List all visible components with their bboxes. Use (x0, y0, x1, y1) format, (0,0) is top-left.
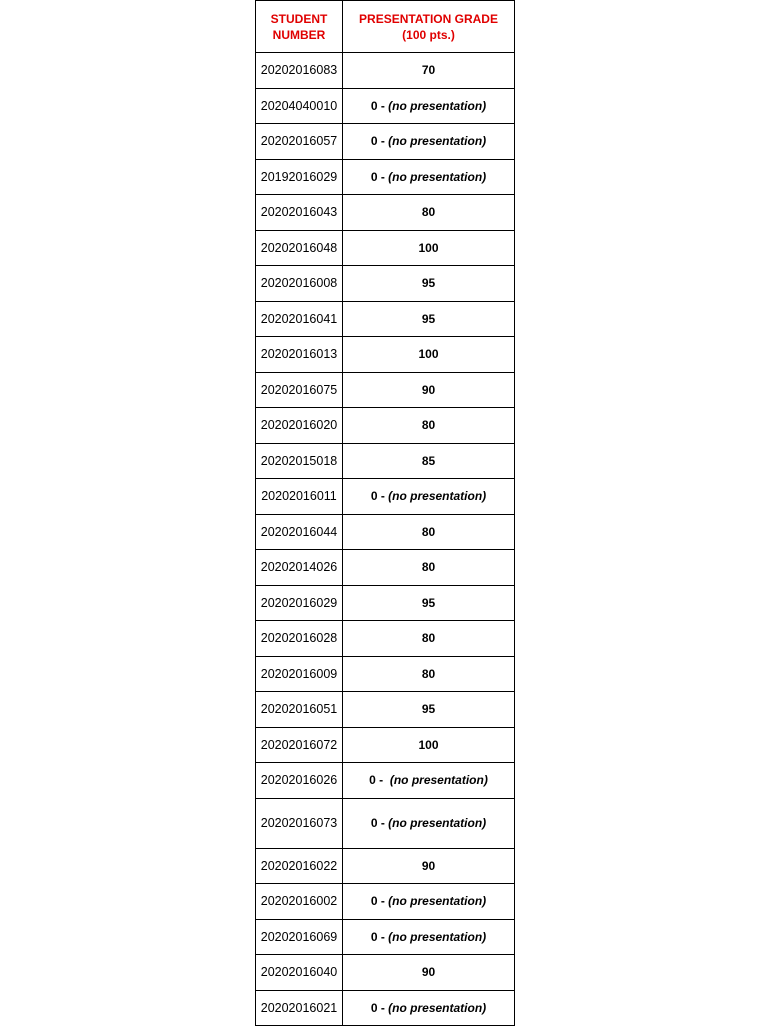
grade-score: 70 (421, 63, 436, 78)
student-number-cell: 20202016013 (256, 337, 343, 373)
table-body (256, 53, 515, 1026)
table-row (256, 848, 515, 884)
student-number-cell: 20202016073 (256, 798, 343, 848)
table-row (256, 124, 515, 160)
student-number-cell: 20202016020 (256, 408, 343, 444)
grades-table (255, 0, 515, 1026)
table-row (256, 266, 515, 302)
student-number-cell: 20202016057 (256, 124, 343, 160)
grade-score: 90 (421, 858, 436, 873)
grade-note: (no presentation) (389, 773, 488, 788)
grade-cell (343, 266, 515, 302)
grade-score: 0 - (370, 489, 389, 504)
grade-note: (no presentation) (388, 169, 487, 184)
table-row (256, 990, 515, 1026)
student-number-cell: 20202016009 (256, 656, 343, 692)
grade-note: (no presentation) (388, 816, 487, 830)
grade-score: 90 (421, 382, 436, 397)
table-row (256, 230, 515, 266)
grade-cell (343, 88, 515, 124)
student-number-cell: 20202016043 (256, 195, 343, 231)
student-number-cell: 20202016051 (256, 692, 343, 728)
grade-score: 100 (418, 240, 439, 255)
grade-score: 80 (421, 666, 436, 681)
table-row (256, 955, 515, 991)
table-row (256, 550, 515, 586)
table-row (256, 301, 515, 337)
grade-score: 90 (421, 965, 436, 980)
grade-cell (343, 621, 515, 657)
table-row (256, 408, 515, 444)
grade-cell (343, 955, 515, 991)
student-number-cell: 20202016072 (256, 727, 343, 763)
student-number-cell: 20202016048 (256, 230, 343, 266)
grade-score: 80 (421, 631, 436, 646)
grade-cell (343, 479, 515, 515)
grade-cell (343, 301, 515, 337)
grade-score: 0 - (370, 1000, 389, 1015)
student-number-cell: 20202016075 (256, 372, 343, 408)
student-number-cell: 20202016040 (256, 955, 343, 991)
grade-cell (343, 919, 515, 955)
student-number-cell: 20202016041 (256, 301, 343, 337)
student-number-cell: 20202016002 (256, 884, 343, 920)
student-number-cell: 20202015018 (256, 443, 343, 479)
grade-score: 0 - (370, 816, 389, 830)
table-row (256, 514, 515, 550)
table-row (256, 585, 515, 621)
grade-cell (343, 443, 515, 479)
grade-note: (no presentation) (388, 1000, 487, 1015)
table-row (256, 195, 515, 231)
student-number-cell: 20202016026 (256, 763, 343, 799)
student-number-cell: 20202014026 (256, 550, 343, 586)
grade-score: 0 - (370, 169, 389, 184)
table-row (256, 443, 515, 479)
grade-cell (343, 884, 515, 920)
grade-score: 80 (421, 560, 436, 575)
grade-cell (343, 53, 515, 89)
grade-cell (343, 337, 515, 373)
student-number-cell: 20202016083 (256, 53, 343, 89)
grade-cell (343, 124, 515, 160)
grade-note: (no presentation) (388, 894, 487, 909)
grade-cell (343, 727, 515, 763)
grade-score: 95 (421, 702, 436, 717)
grade-score: 95 (421, 311, 436, 326)
table-row (256, 727, 515, 763)
header-row (256, 1, 515, 53)
table-row (256, 656, 515, 692)
grade-score: 0 - (369, 773, 390, 788)
student-number-cell: 20202016011 (256, 479, 343, 515)
table-row (256, 763, 515, 799)
grade-score: 0 - (370, 98, 389, 113)
table-row (256, 159, 515, 195)
grade-cell (343, 550, 515, 586)
grade-score: 85 (421, 453, 436, 468)
header-presentation-grade (343, 1, 515, 53)
table-row (256, 884, 515, 920)
grade-score: 100 (418, 737, 439, 752)
student-number-cell: 20202016044 (256, 514, 343, 550)
student-number-cell: 20192016029 (256, 159, 343, 195)
student-number-cell: 20204040010 (256, 88, 343, 124)
student-number-cell: 20202016069 (256, 919, 343, 955)
grade-cell (343, 692, 515, 728)
grade-score: 100 (418, 347, 439, 362)
grade-cell (343, 195, 515, 231)
grade-note: (no presentation) (388, 929, 487, 944)
grade-note: (no presentation) (388, 489, 487, 504)
table-row (256, 372, 515, 408)
table-row (256, 53, 515, 89)
grade-cell (343, 585, 515, 621)
grade-cell (343, 848, 515, 884)
grade-cell (343, 230, 515, 266)
grade-score: 0 - (370, 134, 389, 149)
student-number-cell: 20202016028 (256, 621, 343, 657)
grade-cell (343, 990, 515, 1026)
grade-note: (no presentation) (388, 98, 487, 113)
header-grade-points: (100 pts.) (402, 27, 455, 42)
grade-score: 80 (421, 418, 436, 433)
grade-score: 0 - (370, 929, 389, 944)
table-row (256, 479, 515, 515)
table-row (256, 692, 515, 728)
grade-score: 0 - (370, 894, 389, 909)
grade-score: 80 (421, 524, 436, 539)
grade-cell (343, 763, 515, 799)
student-number-cell: 20202016029 (256, 585, 343, 621)
grade-cell (343, 798, 515, 848)
grade-score: 95 (421, 276, 436, 291)
student-number-cell: 20202016021 (256, 990, 343, 1026)
grade-score: 95 (421, 595, 436, 610)
grade-cell (343, 514, 515, 550)
grade-cell (343, 656, 515, 692)
table-row (256, 88, 515, 124)
table-row (256, 337, 515, 373)
table-row (256, 919, 515, 955)
student-number-cell: 20202016008 (256, 266, 343, 302)
grade-cell (343, 408, 515, 444)
grade-note: (no presentation) (388, 134, 487, 149)
header-grade-title: PRESENTATION GRADE (359, 11, 498, 26)
header-student-number: STUDENT NUMBER (256, 1, 343, 53)
grade-cell (343, 159, 515, 195)
table-row (256, 621, 515, 657)
table-row (256, 798, 515, 848)
student-number-cell: 20202016022 (256, 848, 343, 884)
grade-cell (343, 372, 515, 408)
grade-score: 80 (421, 205, 436, 220)
